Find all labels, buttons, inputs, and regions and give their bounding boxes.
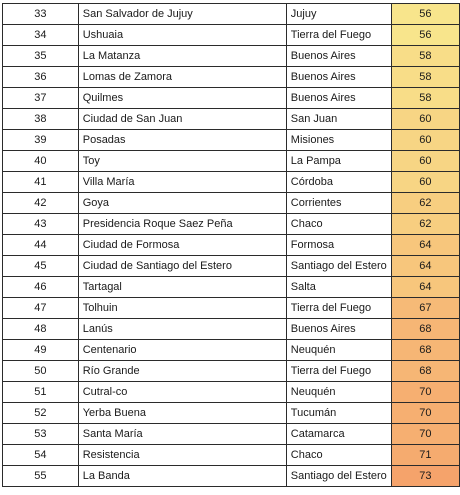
city-cell: Presidencia Roque Saez Peña (78, 214, 286, 235)
row-number-cell: 46 (3, 277, 79, 298)
table-row (3, 403, 460, 424)
province-cell: Buenos Aires (286, 46, 391, 67)
city-cell: Centenario (78, 340, 286, 361)
table-row (3, 298, 460, 319)
value-cell: 58 (391, 46, 459, 67)
row-number-cell: 48 (3, 319, 79, 340)
city-cell: Ciudad de Santiago del Estero (78, 256, 286, 277)
table-row (3, 130, 460, 151)
table-row (3, 151, 460, 172)
city-cell: Yerba Buena (78, 403, 286, 424)
value-cell: 70 (391, 403, 459, 424)
row-number-cell: 33 (3, 4, 79, 25)
row-number-cell: 40 (3, 151, 79, 172)
value-cell: 68 (391, 340, 459, 361)
province-cell: Tierra del Fuego (286, 361, 391, 382)
value-cell: 56 (391, 25, 459, 46)
value-cell: 60 (391, 130, 459, 151)
city-cell: Santa María (78, 424, 286, 445)
table-row (3, 445, 460, 466)
table-row (3, 4, 460, 25)
value-cell: 58 (391, 88, 459, 109)
row-number-cell: 53 (3, 424, 79, 445)
row-number-cell: 34 (3, 25, 79, 46)
value-cell: 68 (391, 319, 459, 340)
province-cell: La Pampa (286, 151, 391, 172)
row-number-cell: 36 (3, 67, 79, 88)
row-number-cell: 54 (3, 445, 79, 466)
city-cell: Río Grande (78, 361, 286, 382)
value-cell: 71 (391, 445, 459, 466)
city-cell: Resistencia (78, 445, 286, 466)
city-cell: La Banda (78, 466, 286, 487)
province-cell: Chaco (286, 214, 391, 235)
city-cell: Ushuaia (78, 25, 286, 46)
table-row (3, 109, 460, 130)
city-cell: La Matanza (78, 46, 286, 67)
province-cell: Buenos Aires (286, 88, 391, 109)
value-cell: 64 (391, 256, 459, 277)
city-cell: Tartagal (78, 277, 286, 298)
row-number-cell: 45 (3, 256, 79, 277)
value-cell: 60 (391, 151, 459, 172)
table-row (3, 25, 460, 46)
value-cell: 70 (391, 424, 459, 445)
row-number-cell: 49 (3, 340, 79, 361)
province-cell: Catamarca (286, 424, 391, 445)
province-cell: Buenos Aires (286, 67, 391, 88)
province-cell: Santiago del Estero (286, 466, 391, 487)
row-number-cell: 55 (3, 466, 79, 487)
province-cell: Neuquén (286, 382, 391, 403)
table-row (3, 361, 460, 382)
value-cell: 58 (391, 67, 459, 88)
value-cell: 60 (391, 109, 459, 130)
province-cell: Tierra del Fuego (286, 25, 391, 46)
city-cell: Goya (78, 193, 286, 214)
table-row (3, 340, 460, 361)
value-cell: 64 (391, 235, 459, 256)
row-number-cell: 38 (3, 109, 79, 130)
table-row (3, 235, 460, 256)
table-row (3, 277, 460, 298)
city-cell: Villa María (78, 172, 286, 193)
row-number-cell: 50 (3, 361, 79, 382)
table-row (3, 46, 460, 67)
city-cell: San Salvador de Jujuy (78, 4, 286, 25)
value-cell: 60 (391, 172, 459, 193)
table-row (3, 88, 460, 109)
province-cell: Formosa (286, 235, 391, 256)
value-cell: 62 (391, 214, 459, 235)
province-cell: Tucumán (286, 403, 391, 424)
table-row (3, 382, 460, 403)
city-cell: Cutral-co (78, 382, 286, 403)
table-row (3, 67, 460, 88)
table-row (3, 424, 460, 445)
city-cell: Posadas (78, 130, 286, 151)
row-number-cell: 51 (3, 382, 79, 403)
city-cell: Quilmes (78, 88, 286, 109)
table-row (3, 193, 460, 214)
value-cell: 73 (391, 466, 459, 487)
province-cell: Santiago del Estero (286, 256, 391, 277)
city-cell: Tolhuin (78, 298, 286, 319)
table-row (3, 172, 460, 193)
row-number-cell: 44 (3, 235, 79, 256)
table-body (3, 4, 460, 487)
ranking-table (2, 3, 460, 487)
province-cell: Neuquén (286, 340, 391, 361)
row-number-cell: 37 (3, 88, 79, 109)
table-row (3, 214, 460, 235)
row-number-cell: 39 (3, 130, 79, 151)
value-cell: 62 (391, 193, 459, 214)
row-number-cell: 52 (3, 403, 79, 424)
table-row (3, 256, 460, 277)
province-cell: Buenos Aires (286, 319, 391, 340)
row-number-cell: 35 (3, 46, 79, 67)
province-cell: Chaco (286, 445, 391, 466)
row-number-cell: 43 (3, 214, 79, 235)
province-cell: Salta (286, 277, 391, 298)
city-cell: Ciudad de Formosa (78, 235, 286, 256)
value-cell: 70 (391, 382, 459, 403)
city-cell: Lanús (78, 319, 286, 340)
table-row (3, 319, 460, 340)
table-row (3, 466, 460, 487)
province-cell: Corrientes (286, 193, 391, 214)
province-cell: Tierra del Fuego (286, 298, 391, 319)
city-cell: Ciudad de San Juan (78, 109, 286, 130)
province-cell: Jujuy (286, 4, 391, 25)
province-cell: Misiones (286, 130, 391, 151)
value-cell: 64 (391, 277, 459, 298)
row-number-cell: 47 (3, 298, 79, 319)
value-cell: 67 (391, 298, 459, 319)
province-cell: San Juan (286, 109, 391, 130)
value-cell: 68 (391, 361, 459, 382)
city-cell: Toy (78, 151, 286, 172)
city-cell: Lomas de Zamora (78, 67, 286, 88)
province-cell: Córdoba (286, 172, 391, 193)
row-number-cell: 41 (3, 172, 79, 193)
value-cell: 56 (391, 4, 459, 25)
row-number-cell: 42 (3, 193, 79, 214)
